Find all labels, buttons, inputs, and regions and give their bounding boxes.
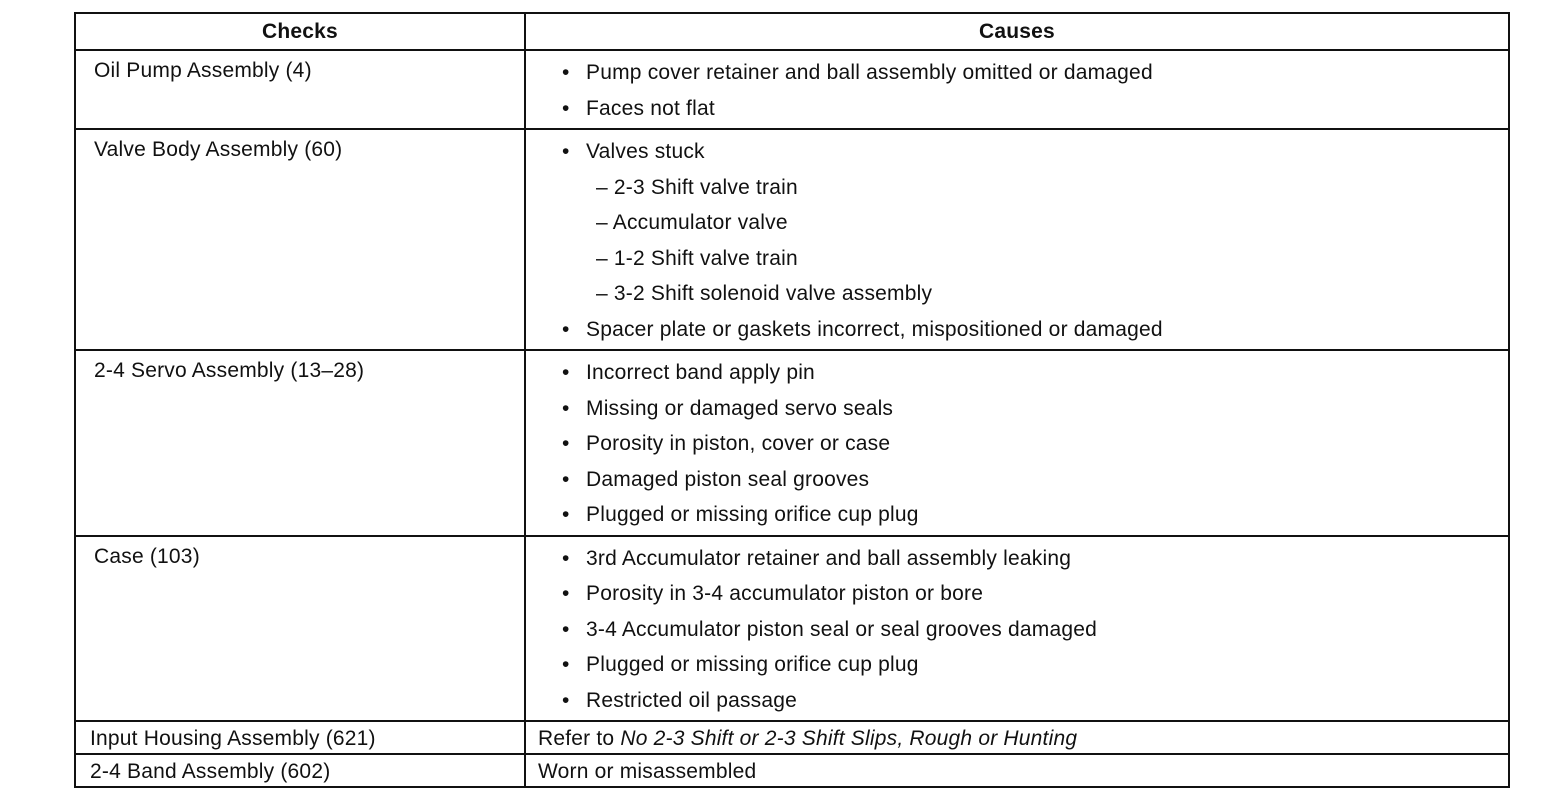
causes-list [562, 355, 1508, 533]
list-item [562, 205, 1508, 241]
header-checks: Checks [75, 13, 525, 50]
list-item [562, 497, 1508, 533]
cause-text: 1-2 Shift valve train [613, 246, 798, 270]
dash-icon: – [596, 282, 614, 305]
cause-text: Porosity in piston, cover or case [586, 432, 891, 455]
table-row [75, 536, 1509, 722]
refer-prefix: Refer to [538, 727, 621, 750]
bullet-icon: • [562, 617, 570, 641]
bullet-icon: • [562, 503, 570, 526]
bullet-icon: • [562, 467, 570, 491]
list-item [562, 462, 1508, 498]
list-item [562, 312, 1508, 348]
causes-list [562, 55, 1508, 126]
list-item [562, 647, 1508, 683]
causes-cell [525, 350, 1509, 536]
bullet-icon: • [562, 140, 570, 163]
diagnosis-table [74, 12, 1510, 788]
header-causes: Causes [525, 13, 1509, 50]
list-item [562, 541, 1508, 577]
bullet-icon: • [562, 361, 570, 384]
list-item [562, 576, 1508, 612]
cause-text: Missing or damaged servo seals [586, 396, 894, 420]
check-cell: Oil Pump Assembly (4) [75, 50, 525, 129]
bullet-icon: • [562, 96, 570, 120]
cause-text: Valves stuck [586, 140, 705, 163]
cause-text: Plugged or missing orifice cup plug [586, 653, 919, 676]
table-row [75, 50, 1509, 129]
cause-text: Damaged piston seal grooves [586, 467, 870, 491]
cause-text: Incorrect band apply pin [586, 361, 815, 384]
bullet-icon: • [562, 317, 570, 341]
bullet-icon: • [562, 546, 570, 570]
check-cell: Valve Body Assembly (60) [75, 129, 525, 350]
dash-icon: – [596, 211, 613, 234]
table-row-band [75, 754, 1509, 787]
cause-text: Accumulator valve [612, 211, 788, 234]
list-item [562, 391, 1508, 427]
cause-text: 3-4 Accumulator piston seal or seal grooves damaged [586, 617, 1097, 641]
list-item [562, 426, 1508, 462]
causes-list [562, 541, 1508, 719]
bullet-icon: • [562, 396, 570, 420]
refer-reference: No 2-3 Shift or 2-3 Shift Slips, Rough or Hunting [620, 727, 1078, 750]
list-item [562, 134, 1508, 170]
bullet-icon: • [562, 582, 570, 605]
bullet-icon: • [562, 653, 570, 676]
cause-text: Restricted oil passage [586, 688, 798, 712]
cause-text: Spacer plate or gaskets incorrect, mispositioned or damaged [586, 317, 1163, 341]
cause-text: 2-3 Shift valve train [613, 175, 798, 199]
dash-icon: – [596, 246, 614, 270]
table-row [75, 129, 1509, 350]
bullet-icon: • [562, 432, 570, 455]
cause-text: Plugged or missing orifice cup plug [586, 503, 919, 526]
check-cell: 2-4 Servo Assembly (13–28) [75, 350, 525, 536]
causes-cell: Worn or misassembled [525, 754, 1509, 787]
list-item [562, 683, 1508, 719]
cause-text: 3-2 Shift solenoid valve assembly [613, 282, 933, 305]
table-body [75, 50, 1509, 787]
dash-icon: – [596, 175, 614, 199]
causes-cell [525, 129, 1509, 350]
bullet-icon: • [562, 688, 570, 712]
list-item [562, 612, 1508, 648]
causes-list [562, 134, 1508, 347]
cause-text: 3rd Accumulator retainer and ball assembly leaking [586, 546, 1072, 570]
table-row [75, 350, 1509, 536]
causes-cell [525, 50, 1509, 129]
cause-text: Pump cover retainer and ball assembly omitted or damaged [586, 61, 1153, 84]
list-item [562, 170, 1508, 206]
check-cell: Case (103) [75, 536, 525, 722]
cause-text: Porosity in 3-4 accumulator piston or bore [586, 582, 984, 605]
list-item [562, 355, 1508, 391]
causes-cell [525, 536, 1509, 722]
list-item [562, 91, 1508, 127]
list-item [562, 276, 1508, 312]
table-row-input-housing [75, 721, 1509, 754]
list-item [562, 55, 1508, 91]
bullet-icon: • [562, 61, 570, 84]
check-cell: Input Housing Assembly (621) [75, 721, 525, 754]
causes-cell [525, 721, 1509, 754]
list-item [562, 241, 1508, 277]
header-row [75, 13, 1509, 50]
cause-text: Faces not flat [586, 96, 715, 120]
check-cell: 2-4 Band Assembly (602) [75, 754, 525, 787]
